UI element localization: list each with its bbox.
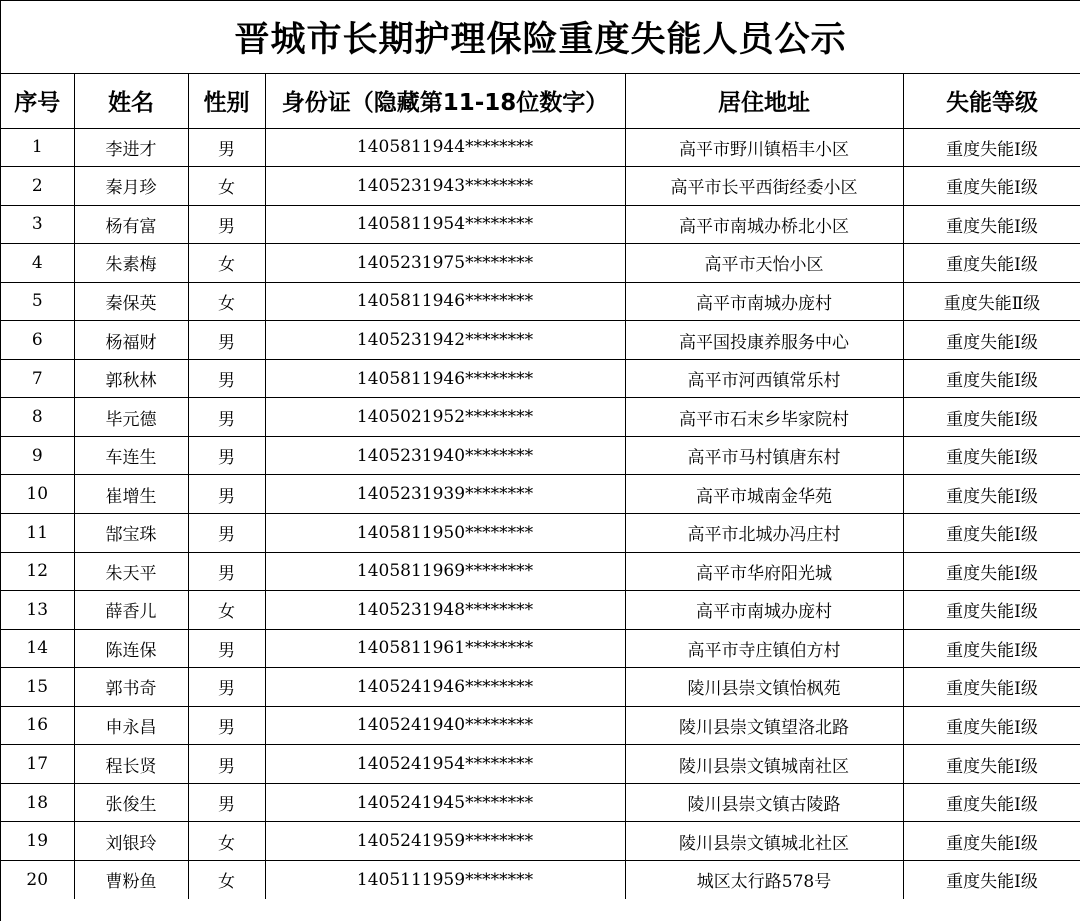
- cell-index: 19: [1, 822, 74, 861]
- table-row: [1, 860, 1080, 899]
- cell-name: 秦月珍: [74, 167, 188, 206]
- cell-disability-level: 重度失能Ⅰ级: [903, 745, 1080, 784]
- cell-gender: 男: [188, 436, 265, 475]
- cell-disability-level: 重度失能Ⅰ级: [903, 668, 1080, 707]
- cell-name: 朱素梅: [74, 244, 188, 283]
- cell-name: 李进才: [74, 128, 188, 167]
- table-row: [1, 668, 1080, 707]
- cell-address: 高平市马村镇唐东村: [625, 436, 903, 475]
- cell-id-card: 1405231948********: [265, 591, 625, 630]
- table-row: [1, 128, 1080, 167]
- cell-disability-level: 重度失能I级: [903, 513, 1080, 552]
- cell-address: 城区太行路578号: [625, 860, 903, 899]
- cell-id-card: 1405231940********: [265, 436, 625, 475]
- cell-address: 高平市城南金华苑: [625, 475, 903, 514]
- cell-disability-level: 重度失能I级: [903, 591, 1080, 630]
- cell-gender: 男: [188, 205, 265, 244]
- cell-disability-level: 重度失能I级: [903, 475, 1080, 514]
- table-row: [1, 436, 1080, 475]
- cell-address: 高平市长平西街经委小区: [625, 167, 903, 206]
- cell-gender: 男: [188, 629, 265, 668]
- cell-name: 程长贤: [74, 745, 188, 784]
- cell-disability-level: 重度失能I级: [903, 205, 1080, 244]
- cell-id-card: 1405241945********: [265, 783, 625, 822]
- cell-index: 11: [1, 513, 74, 552]
- header-name: 姓名: [74, 74, 188, 128]
- cell-id-card: 1405111959********: [265, 860, 625, 899]
- cell-gender: 男: [188, 668, 265, 707]
- cell-id-card: 1405231943********: [265, 167, 625, 206]
- cell-address: 高平市天怡小区: [625, 244, 903, 283]
- cell-disability-level: 重度失能Ⅰ级: [903, 783, 1080, 822]
- cell-address: 高平市河西镇常乐村: [625, 359, 903, 398]
- cell-index: 13: [1, 591, 74, 630]
- table-row: [1, 205, 1080, 244]
- cell-address: 高平市南城办庞村: [625, 591, 903, 630]
- table-row: [1, 591, 1080, 630]
- cell-disability-level: 重度失能I级: [903, 359, 1080, 398]
- header-index: 序号: [1, 74, 74, 128]
- cell-name: 崔增生: [74, 475, 188, 514]
- cell-disability-level: 重度失能I级: [903, 860, 1080, 899]
- cell-gender: 女: [188, 167, 265, 206]
- cell-address: 陵川县崇文镇城南社区: [625, 745, 903, 784]
- cell-id-card: 1405811946********: [265, 282, 625, 321]
- cell-index: 10: [1, 475, 74, 514]
- cell-id-card: 1405811969********: [265, 552, 625, 591]
- table-row: [1, 552, 1080, 591]
- cell-index: 18: [1, 783, 74, 822]
- cell-disability-level: 重度失能I级: [903, 167, 1080, 206]
- cell-gender: 男: [188, 359, 265, 398]
- cell-name: 申永昌: [74, 706, 188, 745]
- cell-address: 高平市南城办桥北小区: [625, 205, 903, 244]
- cell-name: 刘银玲: [74, 822, 188, 861]
- cell-id-card: 1405241940********: [265, 706, 625, 745]
- cell-index: 16: [1, 706, 74, 745]
- cell-address: 陵川县崇文镇城北社区: [625, 822, 903, 861]
- cell-index: 17: [1, 745, 74, 784]
- cell-disability-level: 重度失能Ⅰ级: [903, 822, 1080, 861]
- table-body: [1, 128, 1080, 899]
- table-row: [1, 475, 1080, 514]
- cell-gender: 女: [188, 860, 265, 899]
- cell-id-card: 1405231939********: [265, 475, 625, 514]
- cell-index: 15: [1, 668, 74, 707]
- table-row: [1, 244, 1080, 283]
- cell-disability-level: 重度失能I级: [903, 552, 1080, 591]
- table-row: [1, 359, 1080, 398]
- cell-id-card: 1405231942********: [265, 321, 625, 360]
- cell-id-card: 1405811954********: [265, 205, 625, 244]
- cell-id-card: 1405021952********: [265, 398, 625, 437]
- cell-name: 薛香儿: [74, 591, 188, 630]
- cell-name: 郭秋林: [74, 359, 188, 398]
- cell-id-card: 1405811946********: [265, 359, 625, 398]
- cell-address: 陵川县崇文镇怡枫苑: [625, 668, 903, 707]
- header-id-card: 身份证（隐藏第11-18位数字）: [265, 74, 625, 128]
- cell-address: 高平国投康养服务中心: [625, 321, 903, 360]
- disability-table: [1, 74, 1080, 899]
- table-row: [1, 282, 1080, 321]
- cell-name: 张俊生: [74, 783, 188, 822]
- cell-index: 14: [1, 629, 74, 668]
- cell-disability-level: 重度失能I级: [903, 128, 1080, 167]
- cell-id-card: 1405811950********: [265, 513, 625, 552]
- cell-index: 4: [1, 244, 74, 283]
- cell-disability-level: 重度失能Ⅱ级: [903, 282, 1080, 321]
- page-title: 晋城市长期护理保险重度失能人员公示: [1, 0, 1080, 74]
- cell-name: 曹粉鱼: [74, 860, 188, 899]
- header-disability-level: 失能等级: [903, 74, 1080, 128]
- table-row: [1, 398, 1080, 437]
- table-row: [1, 745, 1080, 784]
- cell-gender: 男: [188, 706, 265, 745]
- header-row: [1, 74, 1080, 128]
- cell-index: 9: [1, 436, 74, 475]
- cell-name: 杨福财: [74, 321, 188, 360]
- cell-address: 高平市野川镇梧丰小区: [625, 128, 903, 167]
- cell-gender: 女: [188, 591, 265, 630]
- cell-index: 1: [1, 128, 74, 167]
- cell-id-card: 1405241946********: [265, 668, 625, 707]
- cell-address: 高平市北城办冯庄村: [625, 513, 903, 552]
- cell-index: 2: [1, 167, 74, 206]
- table-row: [1, 321, 1080, 360]
- cell-index: 3: [1, 205, 74, 244]
- cell-name: 郜宝珠: [74, 513, 188, 552]
- cell-index: 7: [1, 359, 74, 398]
- cell-gender: 女: [188, 822, 265, 861]
- table-row: [1, 783, 1080, 822]
- cell-gender: 男: [188, 128, 265, 167]
- cell-name: 秦保英: [74, 282, 188, 321]
- cell-gender: 女: [188, 244, 265, 283]
- cell-name: 毕元德: [74, 398, 188, 437]
- cell-gender: 男: [188, 552, 265, 591]
- cell-id-card: 1405811961********: [265, 629, 625, 668]
- cell-id-card: 1405241954********: [265, 745, 625, 784]
- cell-disability-level: 重度失能I级: [903, 321, 1080, 360]
- cell-id-card: 1405811944********: [265, 128, 625, 167]
- table-row: [1, 513, 1080, 552]
- cell-disability-level: 重度失能I级: [903, 398, 1080, 437]
- cell-disability-level: 重度失能I级: [903, 629, 1080, 668]
- cell-id-card: 1405231975********: [265, 244, 625, 283]
- cell-gender: 男: [188, 745, 265, 784]
- cell-name: 朱天平: [74, 552, 188, 591]
- table-row: [1, 706, 1080, 745]
- cell-id-card: 1405241959********: [265, 822, 625, 861]
- cell-gender: 男: [188, 398, 265, 437]
- cell-index: 5: [1, 282, 74, 321]
- cell-address: 高平市寺庄镇伯方村: [625, 629, 903, 668]
- table-row: [1, 822, 1080, 861]
- cell-disability-level: 重度失能I级: [903, 436, 1080, 475]
- cell-disability-level: 重度失能Ⅰ级: [903, 706, 1080, 745]
- cell-address: 陵川县崇文镇望洛北路: [625, 706, 903, 745]
- cell-index: 8: [1, 398, 74, 437]
- cell-gender: 男: [188, 475, 265, 514]
- cell-address: 高平市石末乡毕家院村: [625, 398, 903, 437]
- cell-gender: 男: [188, 783, 265, 822]
- table-row: [1, 167, 1080, 206]
- cell-gender: 男: [188, 321, 265, 360]
- cell-name: 郭书奇: [74, 668, 188, 707]
- cell-address: 陵川县崇文镇古陵路: [625, 783, 903, 822]
- cell-index: 20: [1, 860, 74, 899]
- cell-index: 12: [1, 552, 74, 591]
- cell-gender: 男: [188, 513, 265, 552]
- cell-name: 车连生: [74, 436, 188, 475]
- cell-name: 陈连保: [74, 629, 188, 668]
- cell-index: 6: [1, 321, 74, 360]
- cell-address: 高平市华府阳光城: [625, 552, 903, 591]
- cell-disability-level: 重度失能I级: [903, 244, 1080, 283]
- header-address: 居住地址: [625, 74, 903, 128]
- header-gender: 性别: [188, 74, 265, 128]
- table-row: [1, 629, 1080, 668]
- cell-gender: 女: [188, 282, 265, 321]
- cell-address: 高平市南城办庞村: [625, 282, 903, 321]
- cell-name: 杨有富: [74, 205, 188, 244]
